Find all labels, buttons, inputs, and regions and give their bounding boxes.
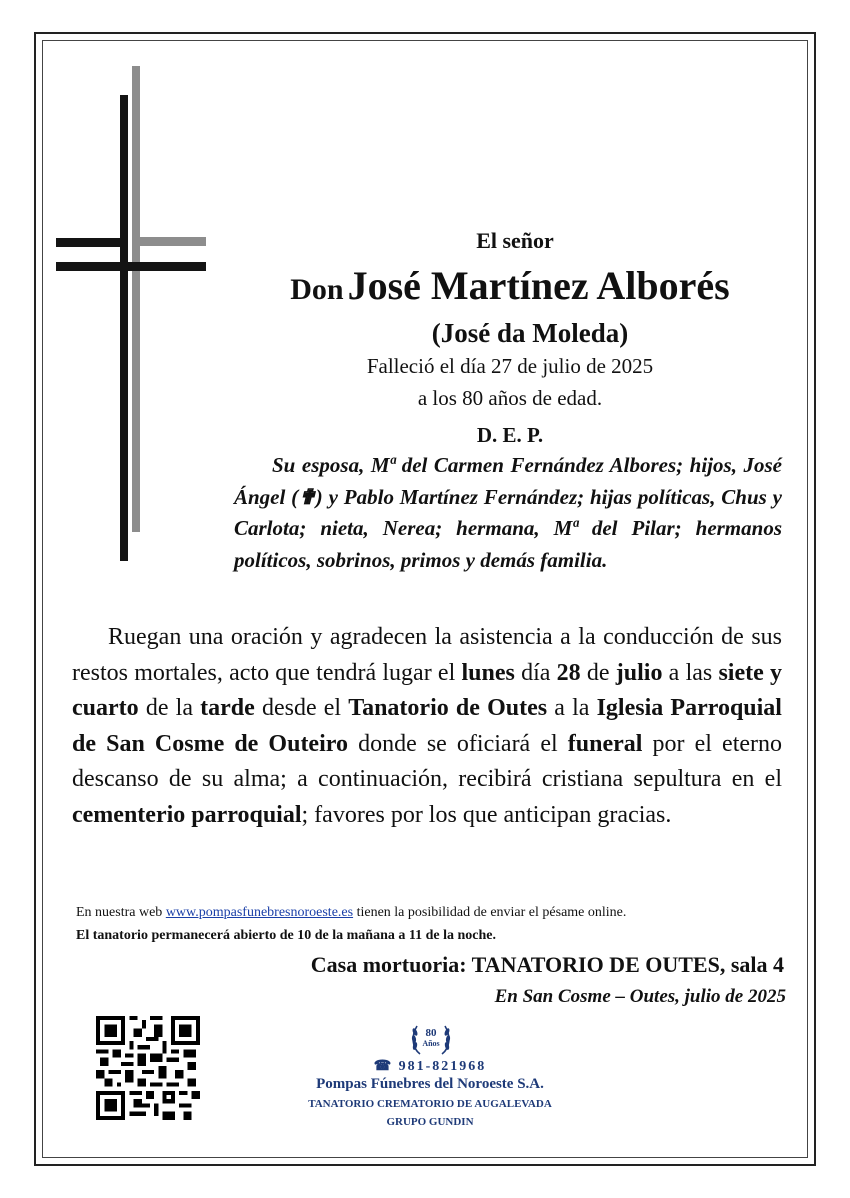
text-segment: de <box>580 659 616 686</box>
web-suffix: tienen la posibilidad de enviar el pésame online. <box>353 905 627 920</box>
text-segment: de la <box>138 695 201 721</box>
text-segment: a las <box>662 659 719 686</box>
title-el-senor: El señor <box>476 228 554 253</box>
text-segment: desde el <box>254 695 349 721</box>
phone-number[interactable] <box>340 1058 520 1075</box>
age: a los 80 años de edad. <box>417 386 603 410</box>
website-link[interactable]: www.pompasfunebresnoroeste.es <box>165 905 354 920</box>
text-bold: tarde <box>200 695 255 721</box>
dep: D. E. P. <box>476 423 544 447</box>
nickname: (José da Moleda) <box>431 318 629 348</box>
cross-black-horizontal-2 <box>56 238 126 247</box>
name-main: José Martínez Alborés <box>347 263 730 308</box>
text-bold: 28 <box>556 659 581 686</box>
text-bold: Iglesia Parroquial de San Cosme de Outeiro <box>72 695 782 757</box>
web-prefix: En nuestra web <box>76 905 166 920</box>
opening-hours: El tanatorio permanecerá abierto de 10 de la mañana a 11 de la noche. <box>76 928 496 943</box>
text-bold: siete y cuarto <box>72 659 783 721</box>
qr-code[interactable] <box>96 1016 200 1120</box>
deceased-name <box>230 262 790 309</box>
text-bold: Tanatorio de Outes <box>348 695 548 721</box>
logo-number: 80 <box>425 1027 437 1039</box>
family-list: Su esposa, Mª del Carmen Fernández Albores; hijos, José Ángel (✟) y Pablo Martínez Fernández; hijas políticas, Chus y Carlota; nieta, Nerea; hermana, Mª del Pilar; hermanos políticos, sobrinos, primos y demás familia. <box>234 453 782 572</box>
text-segment: donde se oficiará el <box>347 730 568 757</box>
text-bold: cementerio parroquial <box>72 801 302 828</box>
ceremony-text <box>72 620 782 833</box>
text-segment: por el eterno descanso de su alma; a continuación, recibirá cristiana sepultura en el <box>72 730 783 792</box>
cross-gray-vertical <box>132 66 140 532</box>
phone-icon: ☎ <box>373 1059 394 1074</box>
phone-value: 981-821968 <box>398 1059 487 1074</box>
text-segment: día <box>514 659 557 686</box>
text-bold: julio <box>615 659 663 686</box>
cross-black-vertical <box>120 95 128 561</box>
text-bold: lunes <box>461 659 515 686</box>
company-name: Pompas Fúnebres del Noroeste S.A. <box>316 1076 544 1092</box>
anniversary-logo <box>406 1016 456 1060</box>
death-date: Falleció el día 27 de julio de 2025 <box>366 354 654 378</box>
company-group: GRUPO GUNDIN <box>386 1116 474 1128</box>
cross-gray-horizontal <box>132 237 206 246</box>
funeral-home: Casa mortuoria: TANATORIO DE OUTES, sala 4 <box>310 952 784 977</box>
cross-black-horizontal <box>56 262 206 271</box>
web-condolence-line <box>76 905 626 921</box>
text-segment: ; favores por los que anticipan gracias. <box>301 801 672 828</box>
logo-label: Años <box>422 1039 440 1048</box>
text-bold: funeral <box>567 730 643 757</box>
company-tanatorio: TANATORIO CREMATORIO DE AUGALEVADA <box>308 1098 552 1110</box>
name-prefix: Don <box>290 273 344 306</box>
place-date: En San Cosme – Outes, julio de 2025 <box>494 986 786 1007</box>
text-segment: a la <box>547 695 597 721</box>
text-segment: Ruegan una oración y agradecen la asistencia a la conducción de sus restos mortales, acto que tendrá lugar el <box>72 624 782 686</box>
